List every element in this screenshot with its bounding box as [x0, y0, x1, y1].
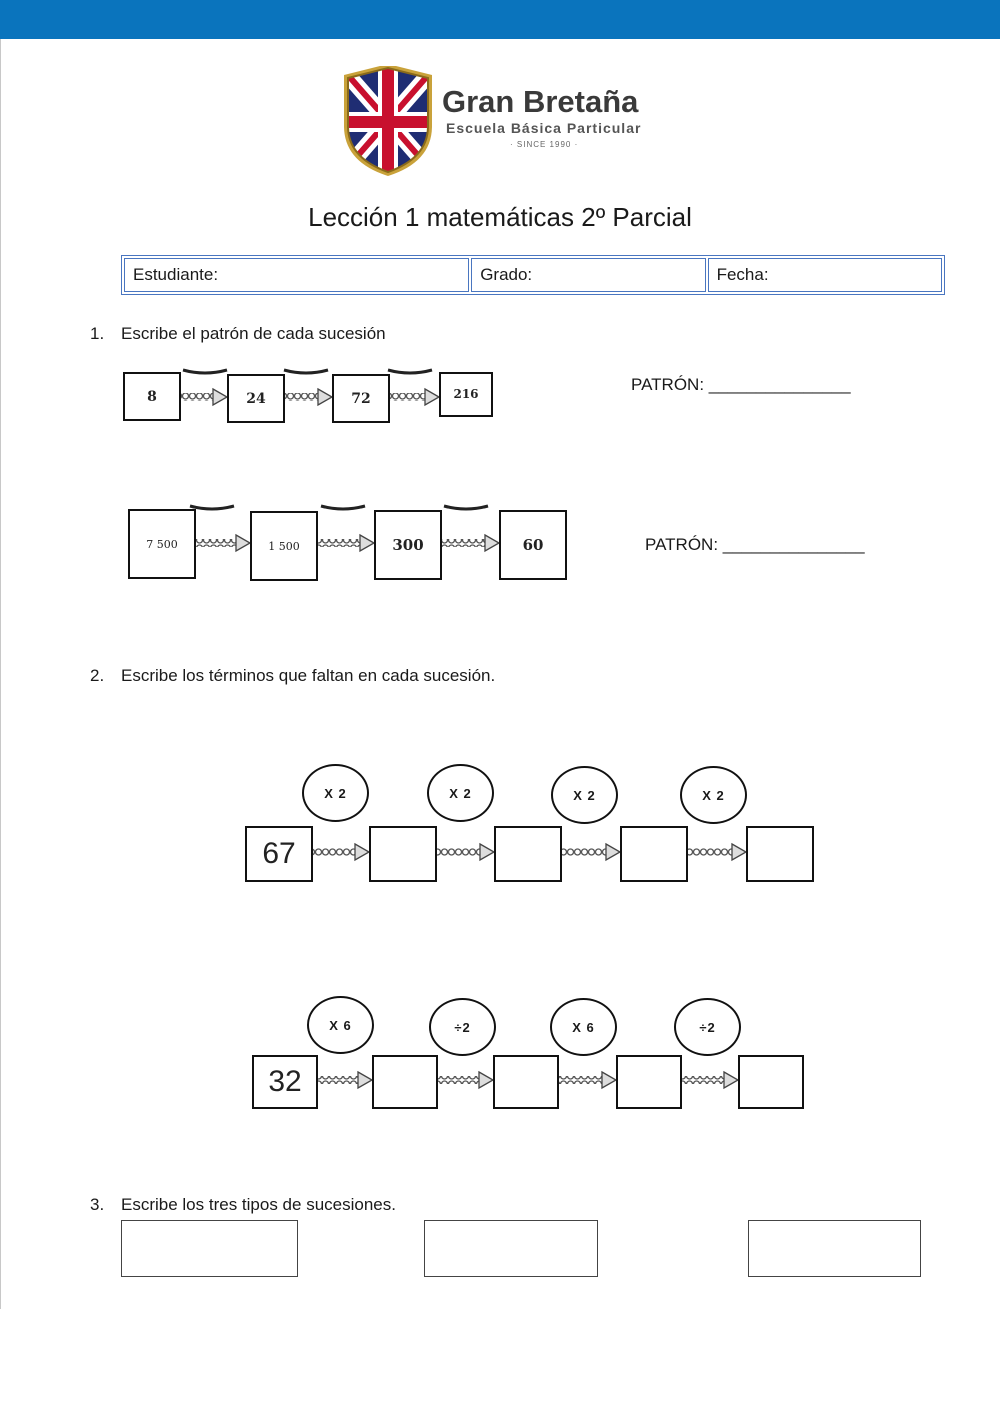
chain-link-14 — [680, 1076, 724, 1084]
sequence-type-answer-3[interactable] — [748, 1220, 921, 1277]
seq4-operation-4: ÷2 — [674, 998, 741, 1056]
question-text: Escribe los tres tipos de sucesiones. — [121, 1195, 396, 1214]
seq3-answer-box-2[interactable] — [494, 826, 562, 882]
seq1-box-1: 8 — [123, 372, 181, 421]
arrow-head-icon — [724, 1072, 738, 1088]
chain-link-9 — [560, 848, 606, 856]
chain-link-13 — [557, 1076, 602, 1084]
patron-label-2: PATRÓN: _______________ — [645, 535, 865, 554]
arrow-head-icon — [606, 844, 620, 860]
seq3-answer-box-1[interactable] — [369, 826, 437, 882]
oval-fragment-3 — [388, 370, 432, 373]
chain-link-4 — [194, 539, 236, 547]
question-number: 1. — [90, 324, 105, 343]
grade-field[interactable]: Grado: — [471, 258, 705, 292]
chain-link-11 — [316, 1076, 358, 1084]
question-text: Escribe los términos que faltan en cada sucesión. — [121, 666, 496, 685]
seq2-box-2: 1 500 — [250, 511, 318, 581]
seq4-start-box: 32 — [252, 1055, 318, 1109]
seq3-operation-4: X 2 — [680, 766, 747, 824]
seq2-box-4: 60 — [499, 510, 567, 580]
chain-link-6 — [440, 539, 485, 547]
seq3-answer-box-3[interactable] — [620, 826, 688, 882]
oval-fragment-2 — [284, 370, 328, 373]
patron-label-1: PATRÓN: _______________ — [631, 375, 851, 394]
question-text: Escribe el patrón de cada sucesión — [121, 324, 386, 343]
question-3 — [90, 1195, 690, 1219]
arrow-head-icon — [602, 1072, 616, 1088]
arrow-head-icon — [480, 844, 494, 860]
student-field[interactable]: Estudiante: — [124, 258, 469, 292]
seq3-operation-2: X 2 — [427, 764, 494, 822]
seq4-answer-box-1[interactable] — [372, 1055, 438, 1109]
oval-fragment-6 — [444, 506, 488, 509]
chain-link-12 — [436, 1076, 479, 1084]
sequence-type-answer-1[interactable] — [121, 1220, 298, 1277]
date-field[interactable]: Fecha: — [708, 258, 942, 292]
seq2-box-3: 300 — [374, 510, 442, 580]
chain-link-10 — [686, 848, 732, 856]
arrow-head-icon — [479, 1072, 493, 1088]
arrow-head-icon — [425, 389, 439, 405]
arrow-head-icon — [236, 535, 250, 551]
arrow-head-icon — [485, 535, 499, 551]
oval-fragment-1 — [183, 370, 227, 373]
logo-since: · SINCE 1990 · — [510, 140, 579, 149]
arrow-head-icon — [355, 844, 369, 860]
arrow-head-icon — [360, 535, 374, 551]
chain-link-3 — [388, 393, 425, 401]
logo-name: Gran Bretaña — [442, 84, 639, 119]
seq2-box-1: 7 500 — [128, 509, 196, 579]
seq4-answer-box-4[interactable] — [738, 1055, 804, 1109]
seq3-answer-box-4[interactable] — [746, 826, 814, 882]
arrow-head-icon — [213, 389, 227, 405]
sequence-type-answer-2[interactable] — [424, 1220, 598, 1277]
seq3-start-box: 67 — [245, 826, 313, 882]
chain-link-2 — [283, 393, 318, 401]
seq1-box-4: 216 — [439, 372, 493, 417]
seq3-operation-1: X 2 — [302, 764, 369, 822]
chain-link-8 — [435, 848, 480, 856]
chain-link-1 — [179, 393, 213, 401]
page-title: Lección 1 matemáticas 2º Parcial — [308, 202, 692, 232]
seq4-answer-box-3[interactable] — [616, 1055, 682, 1109]
oval-fragment-5 — [321, 506, 365, 509]
seq4-operation-2: ÷2 — [429, 998, 496, 1056]
arrow-head-icon — [358, 1072, 372, 1088]
arrow-head-icon — [732, 844, 746, 860]
logo-subtitle: Escuela Básica Particular — [446, 120, 642, 136]
arrow-head-icon — [318, 389, 332, 405]
seq1-box-3: 72 — [332, 374, 390, 423]
question-number: 2. — [90, 666, 105, 685]
seq1-box-2: 24 — [227, 374, 285, 423]
question-number: 3. — [90, 1195, 105, 1214]
seq4-operation-1: X 6 — [307, 996, 374, 1054]
seq4-answer-box-2[interactable] — [493, 1055, 559, 1109]
chain-link-5 — [316, 539, 360, 547]
seq3-operation-3: X 2 — [551, 766, 618, 824]
oval-fragment-4 — [190, 506, 234, 509]
question-2 — [90, 666, 690, 690]
seq4-operation-3: X 6 — [550, 998, 617, 1056]
chain-link-7 — [311, 848, 355, 856]
